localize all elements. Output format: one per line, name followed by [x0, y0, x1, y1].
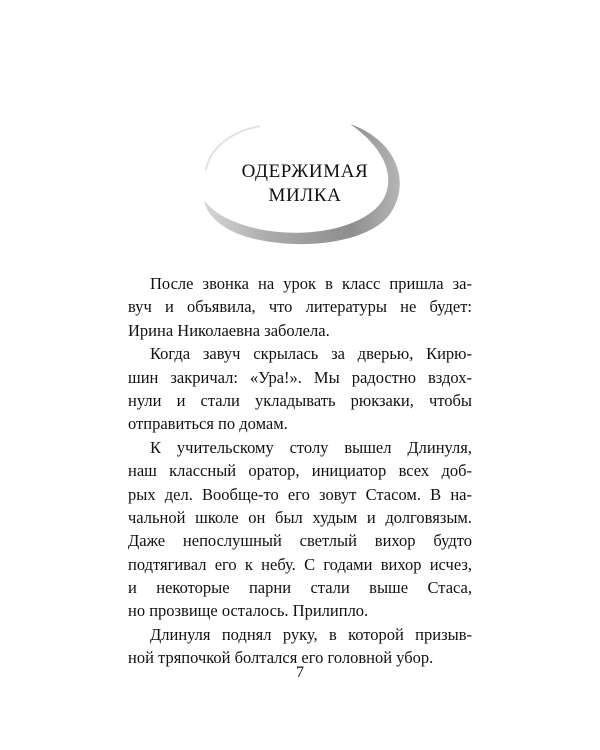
text-line: подтягивал его к небу. С годами вихор исчез, — [128, 554, 472, 574]
text-line: нули и стали укладывать рюкзаки, чтобы — [128, 390, 472, 410]
body-text — [128, 272, 472, 670]
text-line: и некоторые парни стали выше Стаса, — [128, 578, 472, 598]
chapter-title-line-2: МИЛКА — [268, 185, 342, 206]
text-line: Когда завуч скрылась за дверью, Кирю- — [150, 344, 472, 364]
text-line: Даже непослушный светлый вихор будто — [128, 531, 472, 551]
text-line: отправиться по домам. — [128, 414, 288, 434]
chapter-title-line-1: ОДЕРЖИМАЯ — [241, 161, 369, 182]
page-number: 7 — [296, 664, 304, 681]
text-line: шин закричал: «Ура!». Мы радостно вздох- — [128, 367, 472, 387]
text-line: но прозвище осталось. Прилипло. — [128, 601, 369, 621]
text-line: К учительскому столу вышел Длинуля, — [150, 437, 472, 457]
text-line: После звонка на урок в класс пришла за- — [150, 274, 472, 293]
text-line: ной тряпочкой болтался его головной убор. — [128, 648, 434, 668]
text-line: рых дел. Вообще-то его зовут Стасом. В на- — [128, 484, 472, 504]
text-line: наш классный оратор, инициатор всех доб- — [128, 461, 472, 481]
text-line: Ирина Николаевна заболела. — [128, 320, 330, 340]
text-line: Длинуля поднял руку, в которой призыв- — [150, 624, 472, 644]
chapter-title — [210, 160, 400, 208]
text-line: чальной школе он был худым и долговязым. — [128, 507, 472, 527]
text-line: вуч и объявила, что литературы не будет: — [128, 297, 472, 317]
